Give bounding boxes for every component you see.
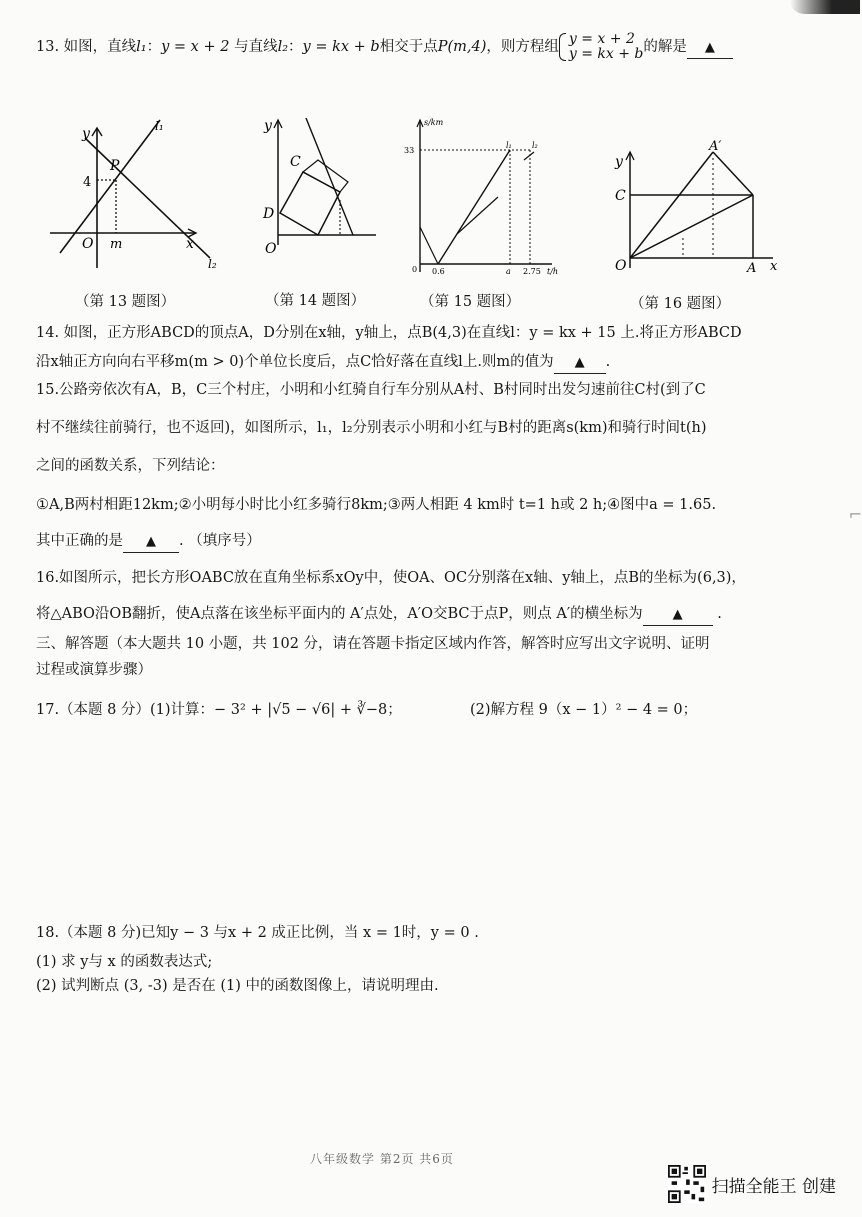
question-15-line2: 村不继续往前骑行，也不返回)，如图所示，l₁，l₂分别表示小明和小红与B村的距离s(km)和骑行时间t(h) <box>36 420 707 436</box>
fig16-a-label: A <box>747 261 757 276</box>
question-14-line2: 沿x轴正方向向右平移m(m > 0)个单位长度后，点C恰好落在直线l上.则m的值为 ▲ . <box>36 352 610 374</box>
fig16-x-label: x <box>770 259 778 274</box>
figure-16 <box>605 138 785 283</box>
fig14-d-label: D <box>263 206 275 222</box>
question-16-line1: 16.如图所示，把长方形OABC放在直角坐标系xOy中，使OA、OC分别落在x轴、y轴上，点B的坐标为(6,3)， <box>36 570 746 586</box>
fig16-a1-label: A′ <box>709 139 722 154</box>
fig13-l2-label: l₂ <box>208 257 217 271</box>
figure-14 <box>258 110 388 260</box>
fig14-c-label: C <box>290 154 301 170</box>
question-18-stem: 18.（本题 8 分)已知y − 3 与x + 2 成正比例，当 x = 1时，y = 0 . <box>36 925 479 941</box>
fig16-o-label: O <box>615 258 627 274</box>
fig16-c-label: C <box>615 188 626 204</box>
fig15-275-label: 2.75 <box>523 267 541 276</box>
page-footer: 八年级数学 第2页 共6页 <box>310 1152 454 1166</box>
fig13-m-label: m <box>110 237 123 252</box>
qr-code-icon <box>668 1165 706 1203</box>
fig13-4-label: 4 <box>83 175 92 190</box>
figure-13 <box>40 108 230 278</box>
fig15-33-label: 33 <box>404 146 415 155</box>
fig13-p-label: P <box>110 158 120 174</box>
answer-blank-13: ▲ <box>704 40 715 55</box>
section-3-header-cont: 过程或演算步骤） <box>36 662 152 678</box>
question-16-line2: 将△ABO沿OB翻折，使A点落在该坐标平面内的 A′点处，A′O交BC于点P，则点 A′的横坐标为 ▲ . <box>36 604 722 626</box>
question-18-part1: (1) 求 y与 x 的函数表达式; <box>36 954 213 970</box>
equation-system: y = x + 2 y = kx + b <box>559 32 644 62</box>
answer-blank-14: ▲ <box>574 355 585 370</box>
fig15-l2-label: l₂ <box>532 141 538 150</box>
fig15-l1-label: l₁ <box>506 141 512 150</box>
fig15-t-label: t/h <box>547 267 559 276</box>
scan-corner-shadow <box>790 0 860 14</box>
caption-fig16: （第 16 题图） <box>630 296 731 312</box>
figure-15 <box>402 112 562 282</box>
fig15-06-label: 0.6 <box>432 267 445 276</box>
fig13-l1-label: l₁ <box>155 119 164 133</box>
fig15-a-label: a <box>506 267 511 276</box>
question-15-line3: 之间的函数关系，下列结论： <box>36 458 225 474</box>
question-13: 13. 如图，直线l₁：y = x + 2 与直线l₂：y = kx + b相交于点P(m,4)，则方程组 y = x + 2 y = kx + b的解是 ▲ <box>36 32 733 62</box>
caption-fig13: （第 13 题图） <box>75 294 176 310</box>
question-14-line1: 14. 如图，正方形ABCD的顶点A，D分别在x轴，y轴上，点B(4,3)在直线l：y = kx + 15 上.将正方形ABCD <box>36 325 742 341</box>
fig16-y-label: y <box>615 154 623 170</box>
answer-blank-15: ▲ <box>146 534 156 549</box>
fig14-y-label: y <box>264 118 272 134</box>
caption-fig14: （第 14 题图） <box>265 293 366 309</box>
caption-fig15: （第 15 题图） <box>420 294 521 310</box>
question-17-part2: (2)解方程 9（x − 1）² − 4 = 0； <box>470 702 698 718</box>
question-15-line5: 其中正确的是 ▲ . （填序号） <box>36 531 261 553</box>
question-15-line4: ①A,B两村相距12km;②小明每小时比小红多骑行8km;③两人相距 4 km时 t=1 h或 2 h;④图中a = 1.65. <box>36 497 717 513</box>
section-3-header: 三、解答题（本大题共 10 小题，共 102 分，请在答题卡指定区域内作答，解答时应写出文字说明、证明 <box>36 636 710 652</box>
fig15-s-label: s/km <box>424 118 444 127</box>
question-18-part2: (2) 试判断点 (3, -3) 是否在 (1) 中的函数图像上，请说明理由. <box>36 978 439 994</box>
fig13-y-label: y <box>82 126 90 142</box>
scanner-watermark <box>668 1165 836 1203</box>
fig13-o-label: O <box>82 236 94 252</box>
question-15-line1: 15.公路旁依次有A，B，C三个村庄，小明和小红骑自行车分别从A村、B村同时出发匀速前往C村(到了C <box>36 382 706 398</box>
fig15-o-label: 0 <box>412 265 418 274</box>
question-17-part1: 17.（本题 8 分）(1)计算：− 3² + |√5 − √6| + ∛−8； <box>36 702 402 718</box>
answer-blank-16: ▲ <box>672 607 683 622</box>
fig14-o-label: O <box>265 241 277 257</box>
brand-label: 扫描全能王 创建 <box>711 1176 836 1197</box>
fig13-x-label: x <box>186 236 194 252</box>
scan-mark: ⌐ <box>848 505 862 524</box>
